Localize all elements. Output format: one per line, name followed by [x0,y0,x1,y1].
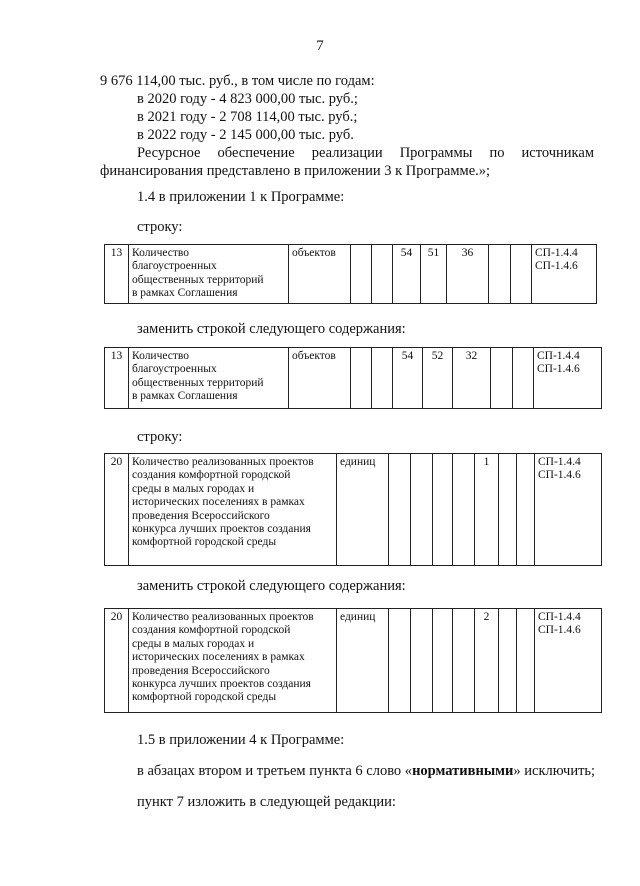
value-cell: 52 [423,348,453,409]
table-row-20-old [104,453,602,566]
resource-paragraph-line-2: финансирования представлено в приложении 3 к Программе.»; [100,163,491,179]
budget-2022-line: в 2022 году - 2 145 000,00 тыс. руб. [137,127,354,143]
value-cell: 2 [475,609,499,713]
codes-cell: СП-1.4.4 СП-1.4.6 [534,348,602,409]
codes-cell: СП-1.4.4 СП-1.4.6 [535,454,602,566]
value-cell [372,348,393,409]
page-number: 7 [316,38,324,54]
value-cell [351,245,372,304]
value-cell [389,609,411,713]
value-cell [453,609,475,713]
value-cell [517,609,535,713]
value-cell: 51 [421,245,447,304]
value-cell [372,245,393,304]
indicator-name: Количество благоустроенных общественных территорий в рамках Соглашения [129,245,289,304]
section-1-4-heading: 1.4 в приложении 1 к Программе: [137,189,345,205]
replace-with-label-1: заменить строкой следующего содержания: [137,321,406,337]
unit-cell: объектов [289,348,351,409]
indicator-name: Количество реализованных проектов создания комфортной городской среды в малых городах и исторических поселениях в рамках проведения Всероссийского конкурса лучших проектов создания комфортной городской среды [129,454,337,566]
row-number: 20 [105,609,129,713]
value-cell [513,348,534,409]
value-cell [491,348,513,409]
unit-cell: единиц [337,609,389,713]
value-cell [411,609,433,713]
unit-cell: объектов [289,245,351,304]
row-number: 20 [105,454,129,566]
value-cell [499,609,517,713]
budget-2021-line: в 2021 году - 2 708 114,00 тыс. руб.; [137,109,358,125]
value-cell: 54 [393,245,421,304]
replace-with-label-2: заменить строкой следующего содержания: [137,578,406,594]
value-cell [489,245,511,304]
value-cell [517,454,535,566]
codes-cell: СП-1.4.4 СП-1.4.6 [532,245,597,304]
row-label-stroku-2: строку: [137,429,183,445]
paragraph-punkt-7: пункт 7 изложить в следующей редакции: [137,794,396,810]
value-cell [453,454,475,566]
unit-cell: единиц [337,454,389,566]
value-cell: 36 [447,245,489,304]
value-cell [411,454,433,566]
value-cell [389,454,411,566]
row-number: 13 [105,348,129,409]
value-cell [499,454,517,566]
table-row-13-new [104,347,602,409]
indicator-name: Количество благоустроенных общественных территорий в рамках Соглашения [129,348,289,409]
value-cell [433,454,453,566]
budget-2020-line: в 2020 году - 4 823 000,00 тыс. руб.; [137,91,358,107]
value-cell: 54 [393,348,423,409]
indicator-name: Количество реализованных проектов создания комфортной городской среды в малых городах и исторических поселениях в рамках проведения Всероссийского конкурса лучших проектов создания комфортной городской среды [129,609,337,713]
budget-total-line: 9 676 114,00 тыс. руб., в том числе по годам: [100,73,375,89]
table-row-20-new [104,608,602,713]
row-label-stroku-1: строку: [137,219,183,235]
codes-cell: СП-1.4.4 СП-1.4.6 [535,609,602,713]
value-cell [433,609,453,713]
value-cell [351,348,372,409]
section-1-5-heading: 1.5 в приложении 4 к Программе: [137,732,345,748]
bold-word: нормативными [412,763,514,779]
resource-paragraph-line-1: Ресурсное обеспечение реализации Программы по источникам [137,145,594,161]
table-row-13-old [104,244,597,304]
row-number: 13 [105,245,129,304]
paragraph-exclude-word: в абзацах втором и третьем пункта 6 слово «нормативными» исключить; [137,763,596,779]
value-cell: 1 [475,454,499,566]
value-cell [511,245,532,304]
value-cell: 32 [453,348,491,409]
